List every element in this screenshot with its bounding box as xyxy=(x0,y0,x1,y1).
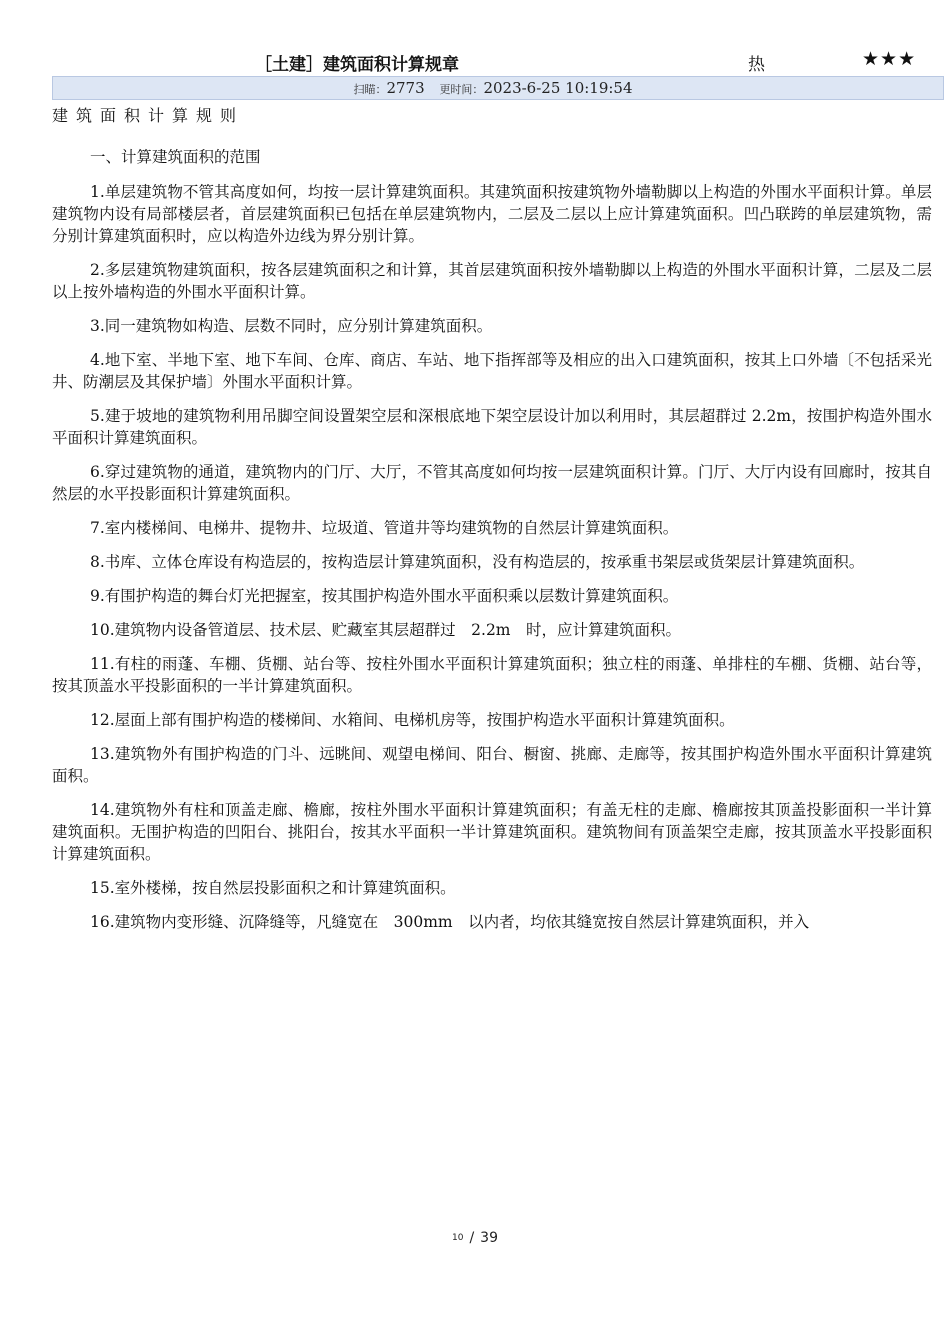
paragraph: 14.建筑物外有柱和顶盖走廊、檐廊，按柱外围水平面积计算建筑面积；有盖无柱的走廊、檐廊按其顶盖投影面积一半计算建筑面积。无围护构造的凹阳台、挑阳台，按其水平面积一半计算建筑面积。建筑物间有顶盖架空走廊，按其顶盖水平投影面积计算建筑面积。 xyxy=(52,801,932,863)
paragraph: 4.地下室、半地下室、地下车间、仓库、商店、车站、地下指挥部等及相应的出入口建筑面积，按其上口外墙〔不包括采光井、防潮层及其保护墙〕外围水平面积计算。 xyxy=(52,351,932,391)
paragraph: 2.多层建筑物建筑面积，按各层建筑面积之和计算，其首层建筑面积按外墙勒脚以上构造的外围水平面积计算，二层及二层以上按外墙构造的外围水平面积计算。 xyxy=(52,261,932,301)
info-bar xyxy=(52,76,944,100)
paragraph: 5.建于坡地的建筑物利用吊脚空间设置架空层和深根底地下架空层设计加以利用时，其层超群过 2.2m，按围护构造外围水平面积计算建筑面积。 xyxy=(52,407,932,447)
paragraph: 10.建筑物内设备管道层、技术层、贮藏室其层超群过 2.2m 时，应计算建筑面积。 xyxy=(90,621,682,639)
rating-stars: ★★★ xyxy=(862,48,917,70)
paragraph: 3.同一建筑物如构造、层数不同时，应分别计算建筑面积。 xyxy=(90,317,493,335)
page-header xyxy=(0,48,950,76)
paragraph: 6.穿过建筑物的通道，建筑物内的门厅、大厅，不管其高度如何均按一层建筑面积计算。门厅、大厅内设有回廊时，按其自然层的水平投影面积计算建筑面积。 xyxy=(52,463,932,503)
updated-value: 2023-6-25 10:19:54 xyxy=(483,79,633,97)
paragraph: 7.室内楼梯间、电梯井、提物井、垃圾道、管道井等均建筑物的自然层计算建筑面积。 xyxy=(90,519,679,537)
paragraph: 16.建筑物内变形缝、沉降缝等，凡缝宽在 300mm 以内者，均依其缝宽按自然层计算建筑面积，并入 xyxy=(90,913,810,931)
page-separator: / xyxy=(469,1230,475,1246)
page-footer xyxy=(0,1230,950,1246)
paragraph: 13.建筑物外有围护构造的门斗、远眺间、观望电梯间、阳台、橱窗、挑廊、走廊等，按其围护构造外围水平面积计算建筑面积。 xyxy=(52,745,932,785)
paragraph: 11.有柱的雨蓬、车棚、货棚、站台等、按柱外围水平面积计算建筑面积；独立柱的雨蓬、单排柱的车棚、货棚、站台等，按其顶盖水平投影面积的一半计算建筑面积。 xyxy=(52,655,932,695)
document-title: 建筑面积计算规则 xyxy=(52,106,245,125)
paragraph: 15.室外楼梯，按自然层投影面积之和计算建筑面积。 xyxy=(90,879,456,897)
paragraph: 12.屋面上部有围护构造的楼梯间、水箱间、电梯机房等，按围护构造水平面积计算建筑面积。 xyxy=(90,711,735,729)
document-body xyxy=(52,146,932,945)
views-label: 扫瞄： xyxy=(353,83,387,96)
section-heading: 一、计算建筑面积的范围 xyxy=(90,148,261,166)
views-value: 2773 xyxy=(386,79,425,97)
paragraph: 1.单层建筑物不管其高度如何，均按一层计算建筑面积。其建筑面积按建筑物外墙勒脚以上构造的外围水平面积计算。单层建筑物内设有局部楼层者，首层建筑面积已包括在单层建筑物内，二层及二层以上应计算建筑面积。凹凸联跨的单层建筑物，需分别计算建筑面积时，应以构造外边线为界分别计算。 xyxy=(52,183,932,245)
total-pages: 39 xyxy=(480,1230,498,1246)
updated-label: 更时间： xyxy=(439,83,484,96)
paragraph: 9.有围护构造的舞台灯光把握室，按其围护构造外围水平面积乘以层数计算建筑面积。 xyxy=(90,587,679,605)
hot-label: 热 xyxy=(748,55,765,75)
header-title: ［土建］建筑面积计算规章 xyxy=(255,55,459,75)
current-page-number: 10 xyxy=(452,1233,464,1243)
paragraph: 8.书库、立体仓库设有构造层的，按构造层计算建筑面积，没有构造层的，按承重书架层或货架层计算建筑面积。 xyxy=(90,553,865,571)
